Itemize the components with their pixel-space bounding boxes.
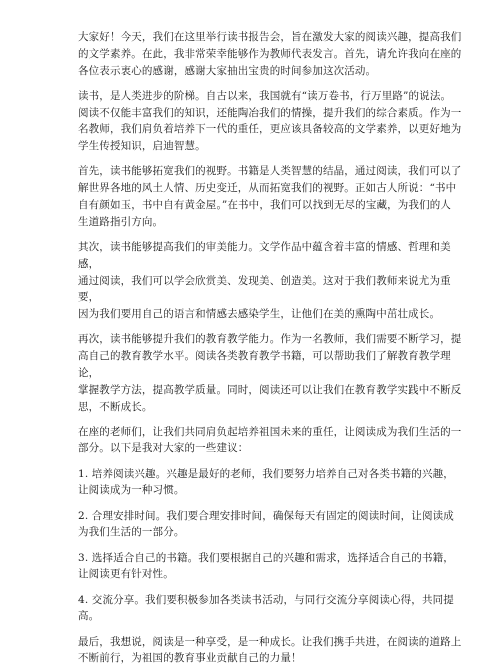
paragraph-closing: 最后，我想说，阅读是一种享受，是一种成长。让我们携手共进，在阅读的道路上 不断前行，为祖国的教育事业贡献自己的力量！ — [78, 635, 462, 665]
paragraph-reading-ladder: 读书，是人类进步的阶梯。自古以来，我国就有“读万卷书，行万里路”的说法。 阅读不仅能丰富我们的知识，还能陶冶我们的情操，提升我们的综合素质。作为一 名教师，我们肩负着培养下一代的重任，更应该具备较高的文学素养，以更好地为 学生传授知识，启迪智慧。 — [78, 89, 462, 153]
suggestion-item-3: 3. 选择适合自己的书籍。我们要根据自己的兴趣和需求，选择适合自己的书籍， 让阅读更有针对性。 — [78, 551, 454, 581]
paragraph-aesthetic-ability: 其次，读书能够提高我们的审美能力。文学作品中蕴含着丰富的情感、哲理和美感， 通过阅读，我们可以学会欣赏美、发现美、创造美。这对于我们教师来说尤为重要， 因为我们要用自己的语言和情感去感染学生，让他们在美的熏陶中茁壮成长。 — [78, 240, 451, 321]
paragraph-teaching-ability: 再次，读书能够提升我们的教育教学能力。作为一名教师，我们需要不断学习，提 高自己的教育教学水平。阅读各类教育教学书籍，可以帮助我们了解教育教学理论， 掌握教学方法，提高教学质量。同时，阅读还可以让我们在教育教学实践中不断反 思，不断成长。 — [78, 333, 462, 413]
suggestion-item-2: 2. 合理安排时间。我们要合理安排时间，确保每天有固定的阅读时间，让阅读成 为我们生活的一部分。 — [78, 509, 454, 539]
suggestion-item-1: 1. 培养阅读兴趣。兴趣是最好的老师，我们要努力培养自己对各类书籍的兴趣， 让阅读成为一种习惯。 — [78, 467, 454, 497]
paragraph-greeting: 大家好！今天，我们在这里举行读书报告会，旨在激发大家的阅读兴趣，提高我们 的文学素养。在此，我非常荣幸能够作为教师代表发言。首先，请允许我向在座的 各位表示衷心的感谢，感谢大家抽出宝贵的时间参加这次活动。 — [78, 31, 462, 77]
suggestion-item-4: 4. 交流分享。我们要积极参加各类读书活动，与同行交流分享阅读心得，共同提 高。 — [78, 593, 454, 623]
paragraph-broaden-vision: 首先，读书能够拓宽我们的视野。书籍是人类智慧的结晶，通过阅读，我们可以了 解世界各地的风土人情、历史变迁，从而拓宽我们的视野。正如古人所说：“书中 自有颜如玉，书中自有黄金屋。”在书中，我们可以找到无尽的宝藏，为我们的人 生道路指引方向。 — [78, 165, 462, 228]
paragraph-suggestions-intro: 在座的老师们，让我们共同肩负起培养祖国未来的重任，让阅读成为我们生活的一 部分。以下是我对大家的一些建议： — [78, 425, 462, 455]
